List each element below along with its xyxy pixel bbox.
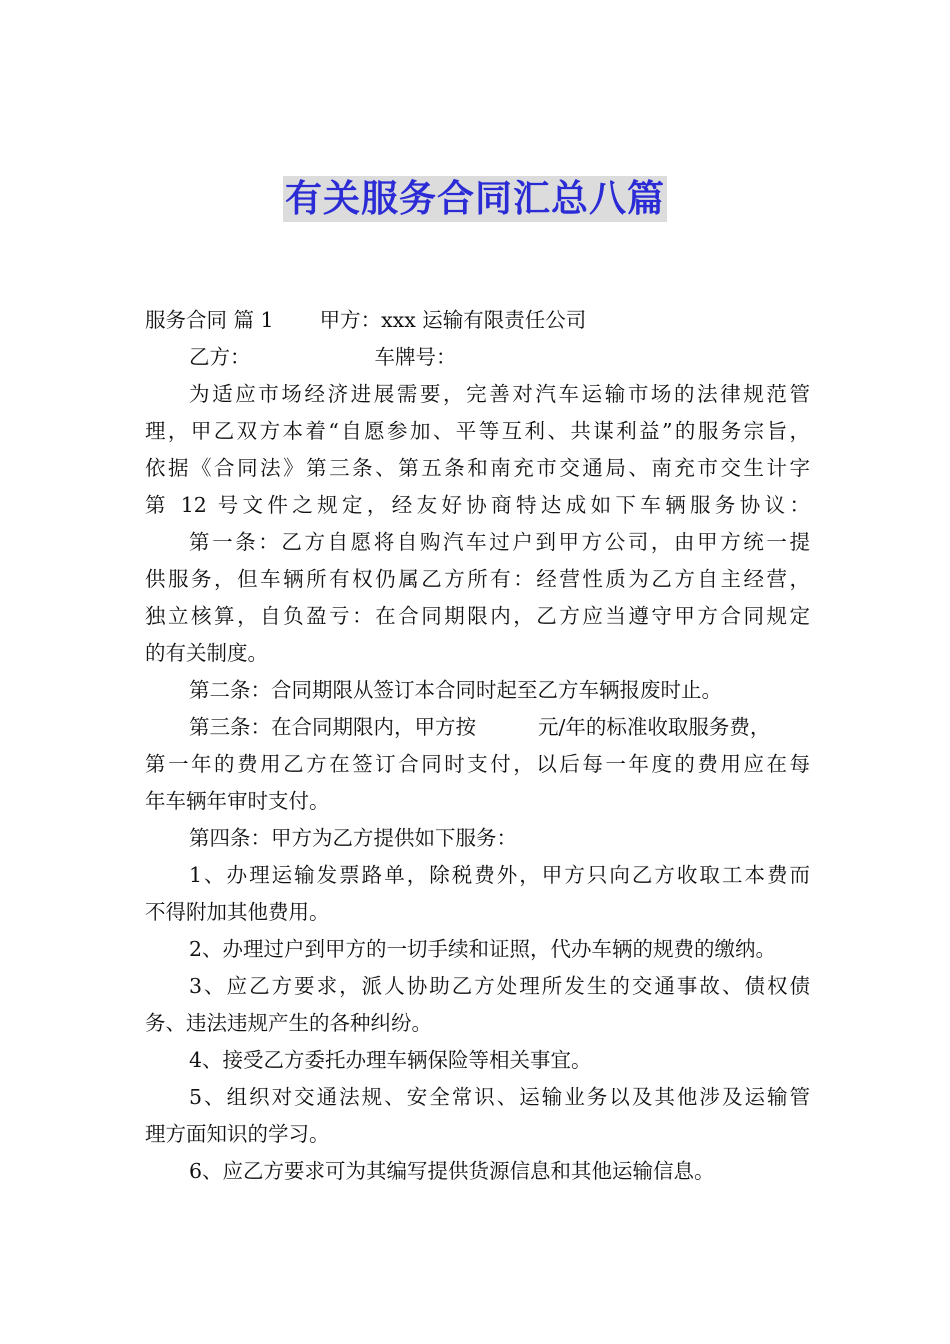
article3-part1: 第三条：在合同期限内，甲方按: [189, 715, 476, 739]
party-a-label: 甲方：xxx 运输有限责任公司: [319, 308, 587, 332]
list-item: 5、组织对交通法规、安全常识、运输业务以及其他涉及运输管: [189, 1085, 810, 1109]
title-container: [0, 176, 950, 222]
paragraph-line: 独立核算，自负盈亏：在合同期限内，乙方应当遵守甲方合同规定: [145, 604, 810, 628]
paragraph-line: 第 12 号文件之规定，经友好协商特达成如下车辆服务协议：: [145, 493, 810, 517]
paragraph-line: 为适应市场经济进展需要，完善对汽车运输市场的法律规范管: [189, 382, 810, 406]
paragraph-line: 第一条：乙方自愿将自购汽车过户到甲方公司，由甲方统一提: [189, 530, 810, 554]
list-item: 2、办理过户到甲方的一切手续和证照，代办车辆的规费的缴纳。: [189, 937, 777, 961]
list-item: 3、应乙方要求，派人协助乙方处理所发生的交通事故、债权债: [189, 974, 810, 998]
article3-part2: 元/年的标准收取服务费，: [538, 715, 771, 739]
paragraph-line: 的有关制度。: [145, 641, 268, 665]
list-item-continuation: 务、违法违规产生的各种纠纷。: [145, 1011, 432, 1035]
section-label: 服务合同 篇 1: [145, 308, 274, 332]
list-item-continuation: 理方面知识的学习。: [145, 1122, 330, 1146]
paragraph-line: 第二条：合同期限从签订本合同时起至乙方车辆报废时止。: [189, 678, 722, 702]
article3-line: [145, 709, 810, 746]
list-item-continuation: 不得附加其他费用。: [145, 900, 330, 924]
plate-label: 车牌号：: [374, 345, 457, 369]
list-item: 1、办理运输发票路单，除税费外，甲方只向乙方收取工本费而: [189, 863, 810, 887]
header-line: [145, 302, 810, 339]
party-b-label: 乙方：: [189, 345, 251, 369]
document-body: [145, 302, 810, 1190]
document-title: 有关服务合同汇总八篇: [285, 177, 665, 220]
paragraph-line: 第四条：甲方为乙方提供如下服务：: [189, 826, 517, 850]
list-item: 6、应乙方要求可为其编写提供货源信息和其他运输信息。: [189, 1159, 715, 1183]
party-b-line: [145, 339, 810, 376]
paragraph-line: 第一年的费用乙方在签订合同时支付，以后每一年度的费用应在每: [145, 752, 810, 776]
paragraph-line: 供服务，但车辆所有权仍属乙方所有：经营性质为乙方自主经营，: [145, 567, 810, 591]
paragraph-line: 依据《合同法》第三条、第五条和南充市交通局、南充市交生计字: [145, 456, 810, 480]
paragraph-line: 年车辆年审时支付。: [145, 789, 330, 813]
paragraph-line: 理，甲乙双方本着“自愿参加、平等互利、共谋利益”的服务宗旨，: [145, 419, 810, 443]
list-item: 4、接受乙方委托办理车辆保险等相关事宜。: [189, 1048, 592, 1072]
